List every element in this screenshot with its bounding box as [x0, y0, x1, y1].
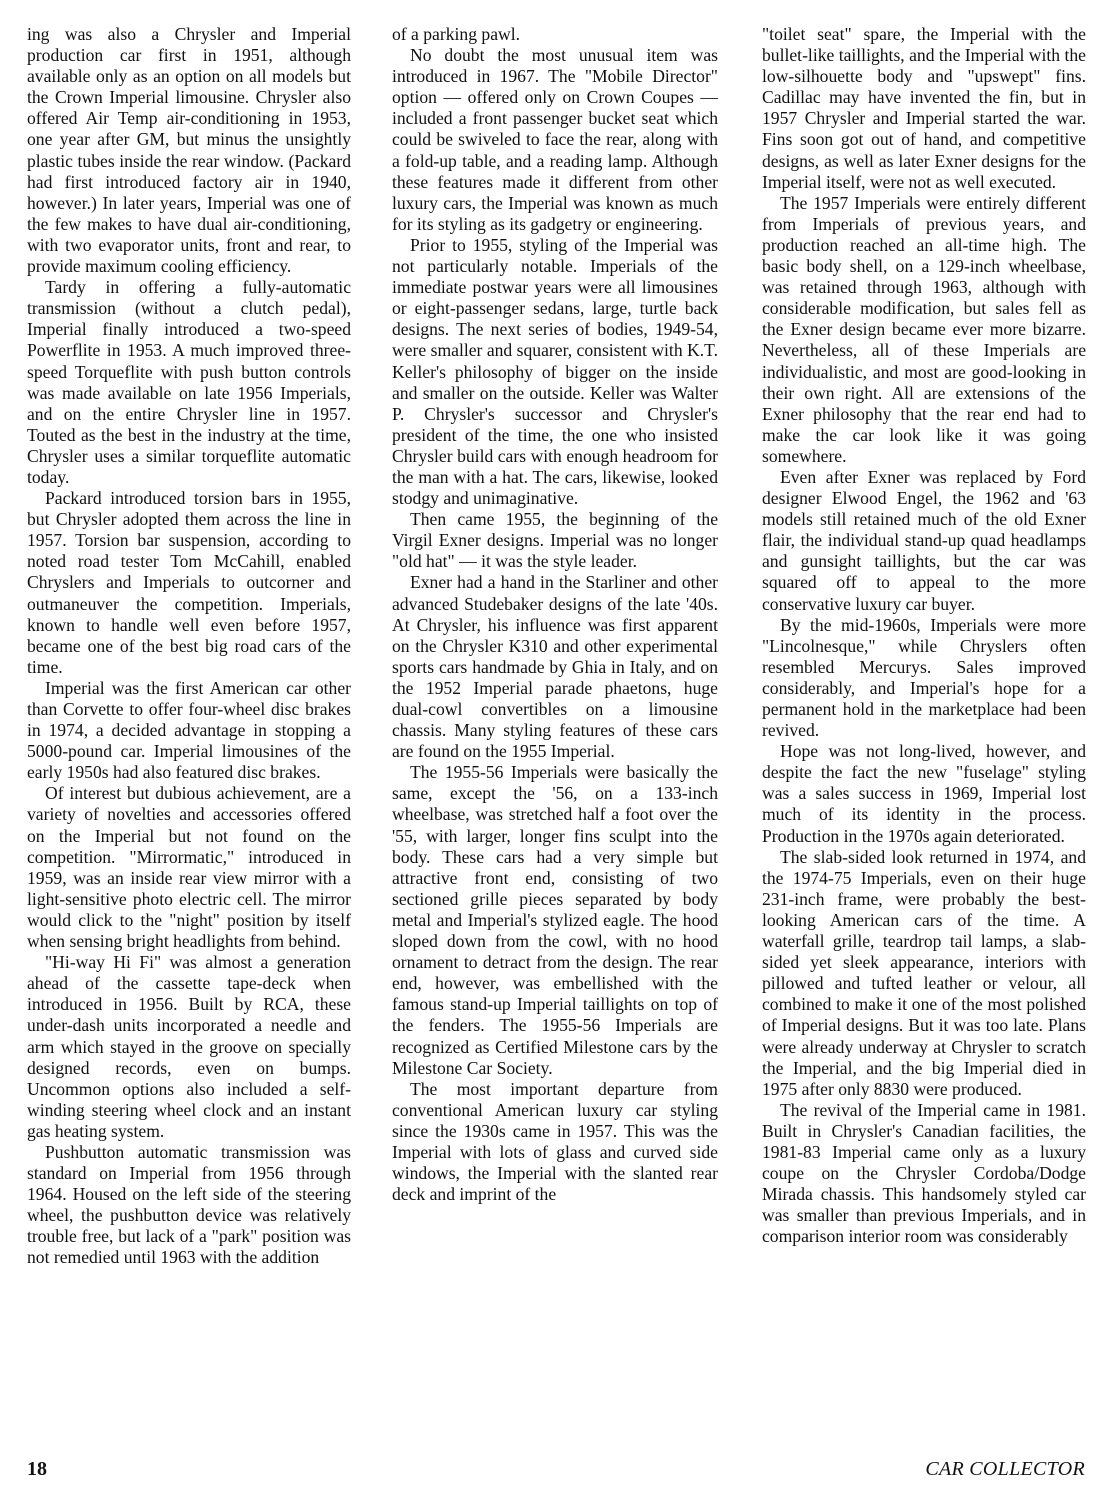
publication-name: CAR COLLECTOR [925, 1458, 1085, 1480]
paragraph: No doubt the most unusual item was introduced in 1967. The "Mobile Director" option — offered only on Crown Coupes — included a front passenger bucket seat which could be swiveled to face the rear, along with a fold-up table, and a reading lamp. Although these features made it different from other luxury cars, the Imperial was known as much for its styling as its gadgetry or engineering. [392, 45, 718, 234]
paragraph: The 1955-56 Imperials were basically the same, except the '56, on a 133-inch wheelbase, was stretched half a foot over the '55, with larger, longer fins sculpt into the body. These cars had a very simple but attractive front end, consisting of two sectioned grille pieces separated by body metal and Imperial's stylized eagle. The hood sloped down from the cowl, with no hood ornament to detract from the design. The rear end, however, was embellished with the famous stand-up Imperial taillights on top of the fenders. The 1955-56 Imperials are recognized as Certified Milestone cars by the Milestone Car Society. [392, 762, 718, 1078]
paragraph: Exner had a hand in the Starliner and other advanced Studebaker designs of the late '40s. At Chrysler, his influence was first apparent on the Chrysler K310 and other experimental sports cars handmade by Ghia in Italy, and on the 1952 Imperial parade phaetons, huge dual-cowl convertibles on a limousine chassis. Many styling features of these cars are found on the 1955 Imperial. [392, 572, 718, 762]
paragraph: The revival of the Imperial came in 1981. Built in Chrysler's Canadian facilities, the 1981-83 Imperial came only as a luxury coupe on the Chrysler Cordoba/Dodge Mirada chassis. This handsomely styled car was smaller than previous Imperials, and in comparison interior room was considerably [762, 1099, 1086, 1247]
paragraph: "toilet seat" spare, the Imperial with the bullet-like taillights, and the Imperial with the low-silhouette body and "upswept" fins. Cadillac may have invented the fin, but in 1957 Chrysler and Imperial started the war. Fins soon got out of hand, and competitive designs, as well as later Exner designs for the Imperial itself, were not as well executed. [762, 24, 1086, 192]
page-number: 18 [27, 1458, 47, 1480]
paragraph: of a parking pawl. [392, 24, 521, 44]
paragraph: The 1957 Imperials were entirely different from Imperials of previous years, and production reached an all-time high. The basic body shell, on a 129-inch wheelbase, was retained through 1963, although with considerable modification, but sales fell as the Exner design became ever more bizarre. Nevertheless, all of these Imperials are individualistic, and most are good-looking in their own right. All are extensions of the Exner philosophy that the rear end had to make the car look like it was going somewhere. [762, 192, 1086, 466]
paragraph: The most important departure from conventional American luxury car styling since the 1930s came in 1957. This was the Imperial with lots of glass and curved side windows, the Imperial with the slanted rear deck and imprint of the [392, 1078, 718, 1205]
paragraph: Tardy in offering a fully-automatic transmission (without a clutch pedal), Imperial finally introduced a two-speed Powerflite in 1953. A much improved three-speed Torqueflite with push button controls was made available on late 1956 Imperials, and on the entire Chrysler line in 1957. Touted as the best in the industry at the time, Chrysler uses a similar torqueflite automatic today. [27, 277, 351, 487]
paragraph: Even after Exner was replaced by Ford designer Elwood Engel, the 1962 and '63 models still retained much of the old Exner flair, the individual stand-up quad headlamps and gunsight taillights, but the car was squared off to appeal to the more conservative luxury car buyer. [762, 466, 1086, 614]
paragraph: The slab-sided look returned in 1974, and the 1974-75 Imperials, even on their huge 231-inch frame, were probably the best-looking American cars of the time. A waterfall grille, teardrop tail lamps, a slab-sided yet sleek appearance, interiors with pillowed and tufted leather or velour, all combined to make it one of the most polished of Imperial designs. But it was too late. Plans were already underway at Chrysler to scratch the Imperial, and the big Imperial died in 1975 after only 8830 were produced. [762, 846, 1086, 1099]
paragraph: Hope was not long-lived, however, and despite the fact the new "fuselage" styling was a sales success in 1969, Imperial lost much of its identity in the process. Production in the 1970s again deteriorated. [762, 741, 1086, 846]
paragraph: By the mid-1960s, Imperials were more "Lincolnesque," while Chryslers often resembled Mercurys. Sales improved considerably, and Imperial's hope for a permanent hold in the marketplace had been revived. [762, 614, 1086, 741]
paragraph: ing was also a Chrysler and Imperial production car first in 1951, although available only as an option on all models but the Crown Imperial limousine. Chrysler also offered Air Temp air-conditioning in 1953, one year after GM, but minus the unsightly plastic tubes inside the rear window. (Packard had first introduced factory air in 1940, however.) In later years, Imperial was one of the few makes to have dual air-conditioning, with two evaporator units, front and rear, to provide maximum cooling efficiency. [27, 24, 351, 277]
text-column-3 [762, 24, 1086, 1247]
paragraph: Of interest but dubious achievement, are a variety of novelties and accessories offered on the Imperial but not found on the competition. "Mirrormatic," introduced in 1959, was an inside rear view mirror with a light-sensitive photo electric cell. The mirror would click to the "night" position by itself when sensing bright headlights from behind. [27, 783, 351, 952]
paragraph: "Hi-way Hi Fi" was almost a generation ahead of the cassette tape-deck when introduced in 1956. Built by RCA, these under-dash units incorporated a needle and arm which stayed in the groove on specially designed records, even on bumps. Uncommon options also included a self-winding steering wheel clock and an instant gas heating system. [27, 952, 351, 1141]
text-column-2 [392, 24, 718, 1205]
paragraph: Then came 1955, the beginning of the Virgil Exner designs. Imperial was no longer "old hat" — it was the style leader. [392, 509, 718, 572]
paragraph: Prior to 1955, styling of the Imperial was not particularly notable. Imperials of the immediate postwar years were all limousines or eight-passenger sedans, large, turtle back designs. The next series of bodies, 1949-54, were smaller and squarer, consistent with K.T. Keller's philosophy of bigger on the inside and smaller on the outside. Keller was Walter P. Chrysler's successor and Chrysler's president of the time, the one who insisted Chrysler build cars with enough headroom for the man with a hat. The cars, likewise, looked stodgy and unimaginative. [392, 234, 718, 509]
paragraph: Imperial was the first American car other than Corvette to offer four-wheel disc brakes in 1974, a decided advantage in stopping a 5000-pound car. Imperial limousines of the early 1950s had also featured disc brakes. [27, 677, 351, 783]
text-column-1 [27, 24, 351, 1269]
paragraph: Pushbutton automatic transmission was standard on Imperial from 1956 through 1964. Housed on the left side of the steering wheel, the pushbutton device was relatively trouble free, but lack of a "park" position was not remedied until 1963 with the addition [27, 1141, 351, 1268]
paragraph: Packard introduced torsion bars in 1955, but Chrysler adopted them across the line in 1957. Torsion bar suspension, according to noted road tester Tom McCahill, enabled Chryslers and Imperials to outcorner and outmaneuver the competition. Imperials, known to handle well even before 1957, became one of the best big road cars of the time. [27, 488, 351, 677]
